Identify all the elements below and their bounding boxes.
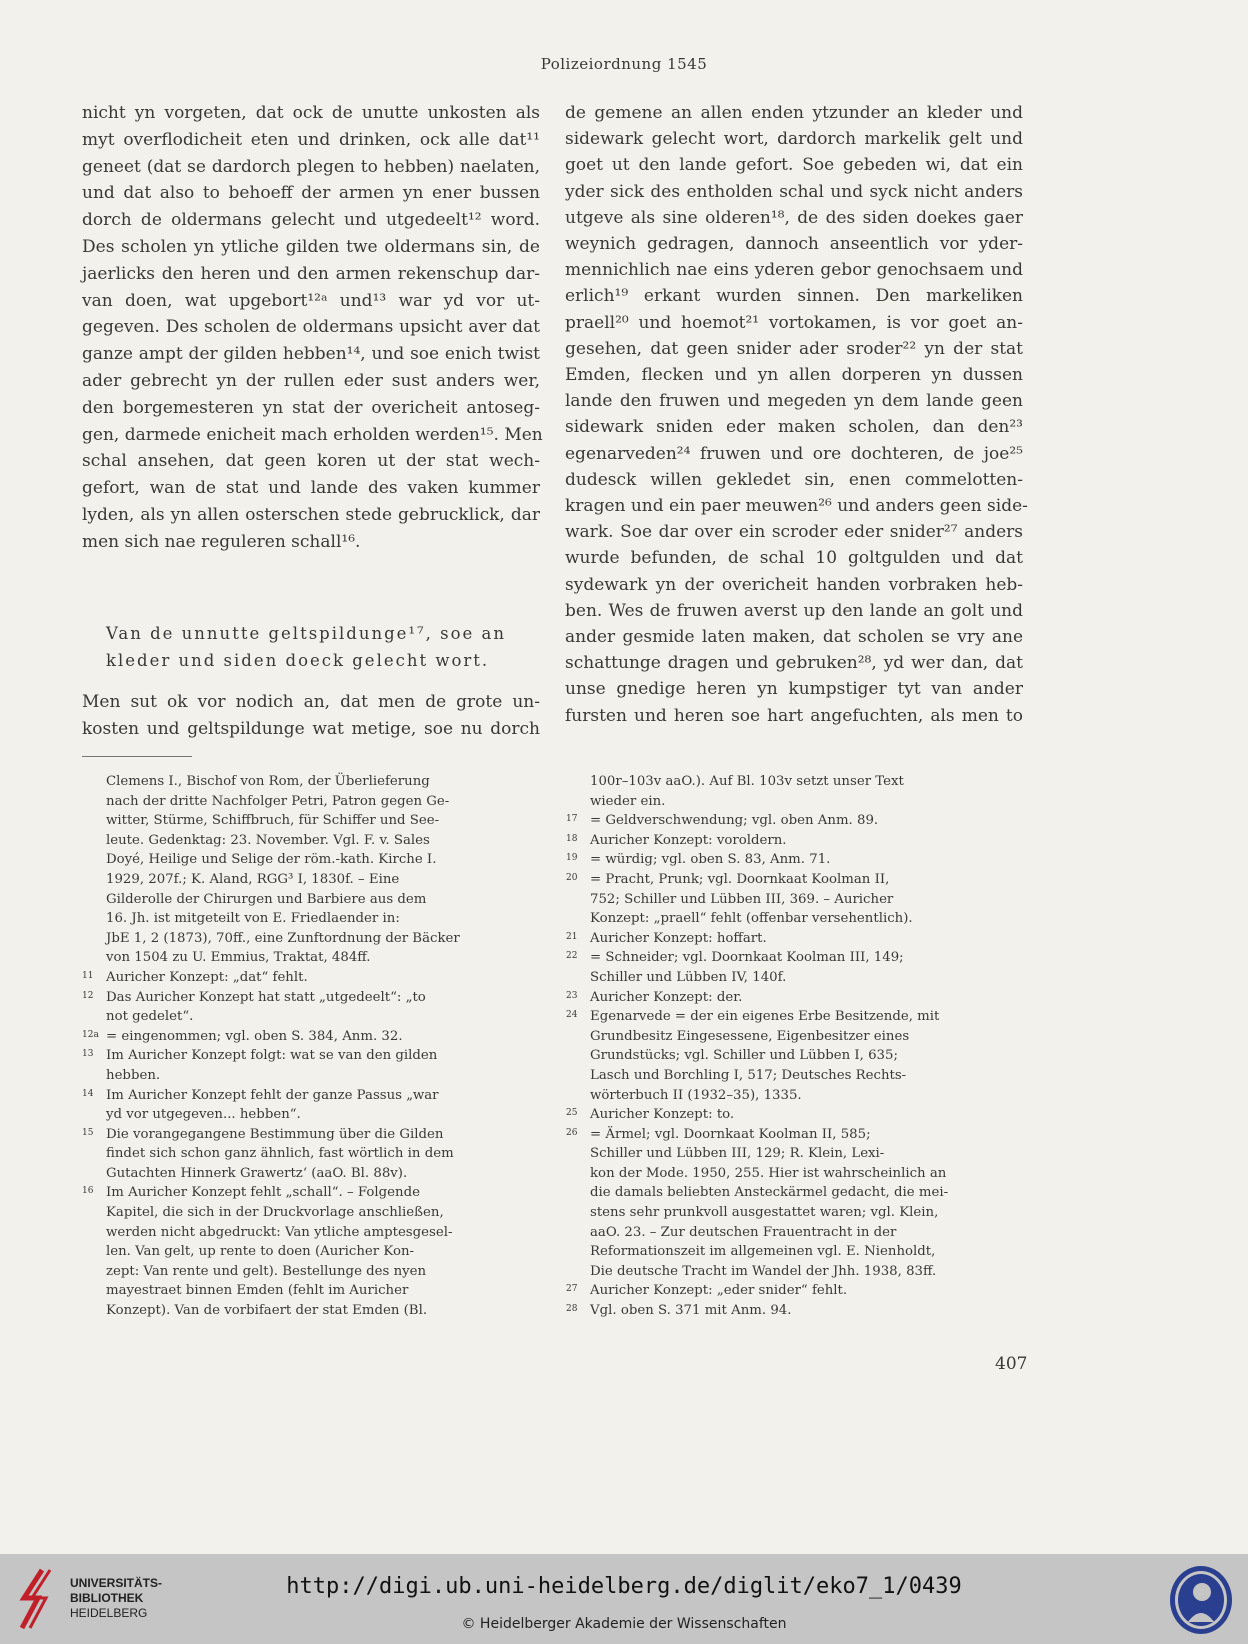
footnote-text: Im Auricher Konzept fehlt der ganze Passus „war — [106, 1087, 439, 1103]
logo-line-3: HEIDELBERG — [70, 1606, 148, 1620]
footnote-text: Auricher Konzept: der. — [590, 989, 743, 1005]
text-line: erlich¹⁹ erkant wurden sinnen. Den markeliken — [565, 286, 1023, 307]
footnote-text: Auricher Konzept: hoffart. — [590, 930, 767, 946]
text-line: gen, darmede enicheit mach erholden werden¹⁵. Men — [82, 424, 543, 445]
heading-line: kleder und siden doeck gelecht wort. — [106, 651, 490, 670]
footnote-text: Kapitel, die sich in der Druckvorlage anschließen, — [106, 1205, 444, 1221]
viewer-footer-bar — [0, 1554, 1248, 1644]
footnote-line — [566, 1046, 1026, 1066]
footnote-line — [566, 870, 1026, 890]
footnote-text: Vgl. oben S. 371 mit Anm. 94. — [590, 1303, 792, 1319]
text-line: kosten und geltspildunge wat metige, soe nu dorch — [82, 718, 540, 739]
text-line: geneet (dat se dardorch plegen to hebben) naelaten, — [82, 156, 540, 177]
academy-seal-icon — [1168, 1564, 1234, 1636]
text-line: praell²⁰ und hoemot²¹ vortokamen, is vor goet an- — [565, 312, 1023, 333]
footnote-line — [566, 909, 1026, 929]
footnote-number: 27 — [566, 1284, 578, 1295]
footnote-line — [82, 1262, 542, 1282]
main-text-left-paragraph-2 — [82, 689, 540, 743]
footnote-number: 23 — [566, 990, 578, 1001]
footnote-text: 752; Schiller und Lübben III, 369. – Auricher — [590, 891, 894, 907]
footnote-text: Im Auricher Konzept fehlt „schall“. – Folgende — [106, 1185, 420, 1201]
footnote-line — [566, 1242, 1026, 1262]
footnote-line — [82, 870, 542, 890]
text-line: sidewark gelecht wort, dardorch markelik gelt und — [565, 129, 1023, 150]
footnote-line — [82, 1066, 542, 1086]
footnote-line — [82, 772, 542, 792]
text-line: Men sut ok vor nodich an, dat men de grote un- — [82, 692, 540, 712]
text-line: wurde befunden, de schal 10 goltgulden und dat — [565, 548, 1023, 569]
footnote-line — [82, 1223, 542, 1243]
text-line: wark. Soe dar over ein scroder eder snider²⁷ anders — [565, 522, 1023, 543]
footnote-text: wörterbuch II (1932–35), 1335. — [590, 1087, 802, 1103]
footnote-text: len. Van gelt, up rente to doen (Auricher Kon- — [106, 1244, 415, 1260]
footnote-line — [82, 1007, 542, 1027]
footnote-line — [566, 968, 1026, 988]
footnote-line — [82, 1301, 542, 1321]
footnote-line — [566, 1105, 1026, 1125]
footnote-text: nach der dritte Nachfolger Petri, Patron gegen Ge- — [106, 793, 450, 809]
section-heading — [106, 620, 546, 674]
footnote-line — [82, 890, 542, 910]
footnote-line — [82, 909, 542, 929]
text-line: gefort, wan de stat und lande des vaken kummer — [82, 478, 540, 499]
footnote-text: Konzept). Van de vorbifaert der stat Emden (Bl. — [106, 1303, 428, 1319]
text-line: ganze ampt der gilden hebben¹⁴, und soe enich twist — [82, 344, 540, 365]
footnote-text: Lasch und Borchling I, 517; Deutsches Rechts- — [590, 1067, 907, 1083]
footnote-line — [566, 850, 1026, 870]
footnote-line — [566, 1066, 1026, 1086]
footnote-text: = würdig; vgl. oben S. 83, Anm. 71. — [590, 852, 831, 868]
footnote-text: werden nicht abgedruckt: Van ytliche amptesgesel- — [106, 1224, 453, 1240]
footnote-text: wieder ein. — [590, 793, 666, 809]
copyright-notice: © Heidelberger Akademie der Wissenschaften — [461, 1616, 787, 1632]
footnote-line — [566, 929, 1026, 949]
footnote-number: 12 — [82, 990, 94, 1001]
footnote-text: 1929, 207f.; K. Aland, RGG³ I, 1830f. – Eine — [106, 871, 400, 887]
footnote-line — [566, 1281, 1026, 1301]
footnote-line — [566, 988, 1026, 1008]
footnote-line — [566, 1223, 1026, 1243]
footnote-line — [82, 1105, 542, 1125]
main-text-left-column — [82, 100, 543, 556]
footnote-number: 28 — [566, 1304, 578, 1315]
footnote-line — [566, 792, 1026, 812]
footnote-text: = Pracht, Prunk; vgl. Doornkaat Koolman II, — [590, 871, 890, 887]
footnote-text: 100r–103v aaO.). Auf Bl. 103v setzt unser Text — [590, 774, 904, 789]
footnote-text: die damals beliebten Ansteckärmel gedacht, die mei- — [590, 1185, 949, 1201]
footnote-line — [566, 1086, 1026, 1106]
text-line: Des scholen yn ytliche gilden twe oldermans sin, de — [82, 236, 540, 257]
text-line: nicht yn vorgeten, dat ock de unutte unkosten als — [82, 103, 540, 123]
footnote-number: 18 — [566, 833, 578, 844]
text-line: men sich nae reguleren schall¹⁶. — [82, 531, 361, 552]
footnote-line — [566, 1203, 1026, 1223]
text-line: myt overflodicheit eten und drinken, ock alle dat¹¹ — [82, 129, 540, 150]
footnote-line — [82, 1183, 542, 1203]
footnote-line — [82, 929, 542, 949]
footnote-text: = Schneider; vgl. Doornkaat Koolman III, 149; — [590, 950, 904, 966]
text-line: jaerlicks den heren und den armen rekenschup dar- — [82, 263, 540, 284]
footnote-text: Auricher Konzept: „eder snider“ fehlt. — [590, 1283, 848, 1299]
text-line: ader gebrecht yn der rullen eder sust anders wer, — [82, 370, 540, 391]
text-line: kragen und ein paer meuwen²⁶ und anders geen side- — [565, 496, 1028, 517]
text-line: lande den fruwen und megeden yn dem lande geen — [565, 391, 1023, 412]
footnote-text: Auricher Konzept: voroldern. — [590, 832, 787, 848]
footnote-number: 20 — [566, 872, 578, 883]
text-line: Emden, flecken und yn allen dorperen yn dussen — [565, 365, 1023, 386]
footnote-text: hebben. — [106, 1067, 161, 1083]
text-line: ander gesmide laten maken, dat scholen se vry ane — [565, 627, 1023, 648]
footnote-text: Schiller und Lübben III, 129; R. Klein, Lexi- — [590, 1146, 885, 1162]
footnote-number: 21 — [566, 931, 578, 942]
text-line: schattunge dragen und gebruken²⁸, yd wer dan, dat — [565, 653, 1023, 674]
footnote-text: leute. Gedenktag: 23. November. Vgl. F. v. Sales — [106, 832, 430, 848]
footnote-number: 24 — [566, 1010, 578, 1021]
text-line: gegeven. Des scholen de oldermans upsicht aver dat — [82, 317, 540, 338]
main-text-right-column — [565, 100, 1028, 729]
footnote-text: Gutachten Hinnerk Grawertz‘ (aaO. Bl. 88v). — [106, 1165, 408, 1181]
footnote-line — [566, 890, 1026, 910]
text-line: dudesck willen gekledet sin, enen commelotten- — [565, 469, 1023, 490]
footnote-text: Schiller und Lübben IV, 140f. — [590, 969, 787, 985]
footnote-number: 15 — [82, 1127, 94, 1138]
text-line: yder sick des entholden schal und syck nicht anders — [565, 181, 1023, 202]
text-line: weynich gedragen, dannoch anseentlich vor yder- — [565, 234, 1023, 255]
text-line: goet ut den lande gefort. Soe gebeden wi, dat ein — [565, 155, 1023, 176]
footnote-line — [566, 948, 1026, 968]
footnote-line — [82, 1125, 542, 1145]
page-number: 407 — [995, 1354, 1028, 1374]
footnote-line — [82, 948, 542, 968]
text-line: de gemene an allen enden ytzunder an kleder und — [565, 103, 1023, 123]
logo-line-1: UNIVERSITÄTS- — [70, 1576, 163, 1590]
footnote-line — [82, 850, 542, 870]
footnote-text: Auricher Konzept: to. — [590, 1107, 735, 1123]
footnote-line — [82, 1046, 542, 1066]
footnote-line — [82, 1164, 542, 1184]
footnote-separator — [82, 756, 192, 757]
footnote-text: 16. Jh. ist mitgeteilt von E. Friedlaender in: — [106, 911, 400, 927]
footnote-number: 16 — [82, 1186, 94, 1197]
footnote-line — [566, 1144, 1026, 1164]
footnote-text: kon der Mode. 1950, 255. Hier ist wahrscheinlich an — [590, 1165, 947, 1181]
footnote-text: Im Auricher Konzept folgt: wat se van den gilden — [106, 1048, 438, 1064]
text-line: gesehen, dat geen snider ader sroder²² yn der stat — [565, 338, 1023, 359]
footnote-line — [82, 1281, 542, 1301]
footnote-text: yd vor utgegeven... hebben“. — [106, 1107, 301, 1123]
footnote-text: Auricher Konzept: „dat“ fehlt. — [106, 969, 308, 985]
footnote-number: 13 — [82, 1049, 94, 1060]
footnote-number: 19 — [566, 853, 578, 864]
footnote-text: Konzept: „praell“ fehlt (offenbar versehentlich). — [590, 911, 913, 927]
footnote-line — [82, 1027, 542, 1047]
footnote-text: Clemens I., Bischof von Rom, der Überlieferung — [106, 774, 430, 789]
footnote-number: 14 — [82, 1088, 94, 1099]
footnote-line — [566, 1125, 1026, 1145]
footnote-text: = Geldverschwendung; vgl. oben Anm. 89. — [590, 813, 879, 829]
footnote-line — [82, 1086, 542, 1106]
footnote-number: 25 — [566, 1108, 578, 1119]
text-line: van doen, wat upgebort¹²ᵃ und¹³ war yd vor ut- — [82, 290, 540, 311]
footnote-text: findet sich schon ganz ähnlich, fast wörtlich in dem — [106, 1146, 454, 1162]
footnote-text: = eingenommen; vgl. oben S. 384, Anm. 32. — [106, 1028, 403, 1044]
text-line: unse gnedige heren yn kumpstiger tyt van ander — [565, 679, 1023, 700]
text-line: lyden, als yn allen osterschen stede gebrucklick, dar — [82, 504, 540, 525]
running-header: Polizeiordnung 1545 — [540, 55, 708, 73]
text-line: schal ansehen, dat geen koren ut der stat wech- — [82, 451, 540, 472]
footnote-line — [566, 831, 1026, 851]
footnote-number: 22 — [566, 951, 578, 962]
footnote-number: 17 — [566, 814, 578, 825]
footnotes-left-column — [82, 772, 542, 1321]
footnote-line — [82, 811, 542, 831]
footnotes-right-column — [566, 772, 1026, 1321]
footnote-text: stens sehr prunkvoll ausgestattet waren; vgl. Klein, — [590, 1205, 939, 1221]
footnote-line — [82, 792, 542, 812]
text-line: utgeve als sine olderen¹⁸, de des siden doekes gaer — [565, 207, 1023, 228]
text-line: egenarveden²⁴ fruwen und ore dochteren, de joe²⁵ — [565, 443, 1023, 464]
footnote-text: Grundstücks; vgl. Schiller und Lübben I, 635; — [590, 1048, 898, 1064]
footnote-number: 11 — [82, 970, 94, 981]
footnote-text: = Ärmel; vgl. Doornkaat Koolman II, 585; — [590, 1126, 871, 1142]
footnote-line — [82, 1144, 542, 1164]
text-line: den borgemesteren yn stat der overicheit antoseg- — [82, 397, 540, 418]
footnote-text: aaO. 23. – Zur deutschen Frauentracht in der — [590, 1224, 897, 1240]
footnote-line — [566, 1027, 1026, 1047]
footnote-line — [82, 988, 542, 1008]
footnote-line — [566, 1007, 1026, 1027]
footnote-line — [82, 1242, 542, 1262]
footnote-text: von 1504 zu U. Emmius, Traktat, 484ff. — [106, 950, 371, 966]
text-line: und dat also to behoeff der armen yn ener bussen — [82, 183, 540, 204]
footnote-text: Das Auricher Konzept hat statt „utgedeelt“: „to — [106, 989, 426, 1005]
text-line: mennichlich nae eins yderen gebor genochsaem und — [565, 260, 1023, 281]
permalink-url[interactable]: http://digi.ub.uni-heidelberg.de/diglit/eko7_1/0439 — [286, 1574, 962, 1599]
footnote-text: Reformationszeit im allgemeinen vgl. E. Nienholdt, — [590, 1244, 936, 1260]
logo-line-2: BIBLIOTHEK — [70, 1591, 144, 1605]
text-line: dorch de oldermans gelecht und utgedeelt¹² word. — [82, 210, 540, 231]
footnote-text: mayestraet binnen Emden (fehlt im Auricher — [106, 1283, 409, 1299]
footnote-line — [566, 811, 1026, 831]
footnote-line — [566, 1183, 1026, 1203]
text-line: ben. Wes de fruwen averst up den lande an golt und — [565, 600, 1023, 621]
footnote-line — [566, 1164, 1026, 1184]
footnote-text: JbE 1, 2 (1873), 70ff., eine Zunftordnung der Bäcker — [106, 930, 460, 946]
footnote-line — [82, 1203, 542, 1223]
footnote-number: 26 — [566, 1127, 578, 1138]
heading-line: Van de unnutte geltspildunge¹⁷, soe an — [106, 624, 507, 643]
footnote-line — [566, 1262, 1026, 1282]
footnote-text: Doyé, Heilige und Selige der röm.-kath. Kirche I. — [106, 852, 437, 868]
footnote-number: 12a — [82, 1029, 99, 1040]
text-line: fursten und heren soe hart angefuchten, als men to — [565, 705, 1023, 726]
footnote-line — [82, 968, 542, 988]
footnote-text: not gedelet“. — [106, 1009, 194, 1025]
footnote-text: Grundbesitz Eingesessene, Eigenbesitzer eines — [590, 1028, 910, 1044]
text-line: sidewark sniden eder maken scholen, dan den²³ — [565, 417, 1023, 438]
footnote-line — [566, 772, 1026, 792]
footnote-text: witter, Stürme, Schiffbruch, für Schiffer und See- — [106, 813, 440, 829]
footnote-text: Egenarvede = der ein eigenes Erbe Besitzende, mit — [590, 1009, 940, 1025]
text-line: sydewark yn der overicheit handen vorbraken heb- — [565, 574, 1023, 595]
footnote-line — [82, 831, 542, 851]
footnote-text: Die deutsche Tracht im Wandel der Jhh. 1938, 83ff. — [590, 1263, 937, 1279]
footnote-text: Die vorangegangene Bestimmung über die Gilden — [106, 1126, 444, 1142]
footnote-text: zept: Van rente und gelt). Bestellunge des nyen — [106, 1263, 427, 1279]
footnote-text: Gilderolle der Chirurgen und Barbiere aus dem — [106, 891, 427, 907]
footnote-line — [566, 1301, 1026, 1321]
